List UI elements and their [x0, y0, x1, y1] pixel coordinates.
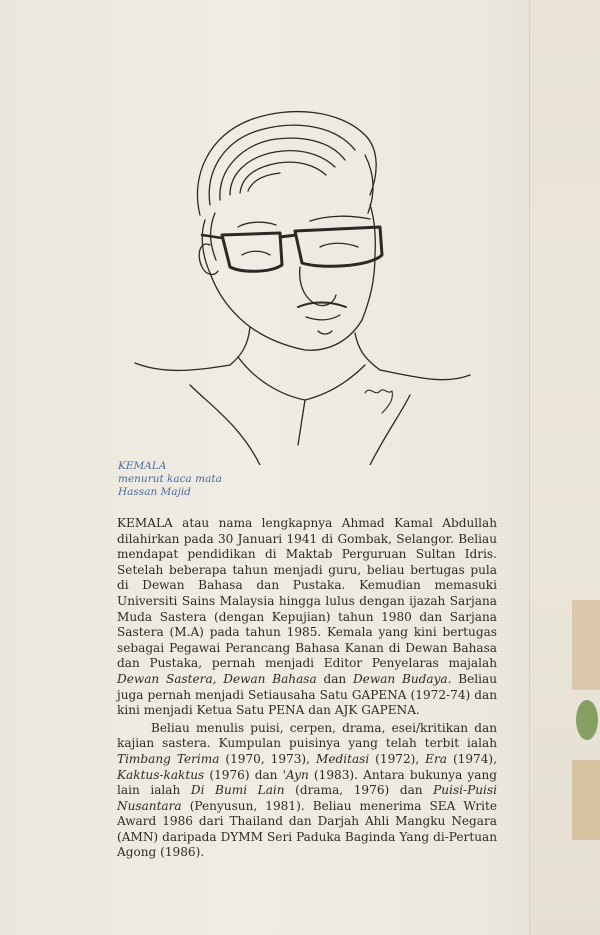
bio-paragraph-2 — [117, 721, 497, 861]
sketch-portrait — [130, 95, 480, 465]
text-run: (1976) dan — [204, 767, 283, 782]
italic-title-run: 'Ayn — [282, 767, 309, 782]
artist-signature-icon — [365, 390, 392, 413]
italic-title-run: Dewan Budaya. — [352, 671, 452, 686]
tape-strip — [572, 600, 600, 690]
italic-title-run: Kaktus-kaktus — [117, 767, 205, 782]
text-run: (Penyusun, 1981). Beliau menerima SEA Write Award 1986 dari Thailand dan Darjah Ahli Mangku Negara (AMN) daripada DYMM Seri Paduka Baginda Yang di-Pertuan Agong (1986). — [117, 798, 497, 860]
text-run: KEMALA atau nama lengkapnya Ahmad Kamal Abdullah dilahirkan pada 30 Januari 1941 di Gombak, Selangor. Beliau mendapat pendidikan di Maktab Perguruan Sultan Idris. Setelah beberapa tahun menjadi guru, beliau bertugas pula di Dewan Bahasa dan Pustaka. Kemudian memasuki Universiti Sains Malaysia hingga lulus dengan ijazah Sarjana Muda Sastera (dengan Kepujian) tahun 1980 dan Sarjana Sastera (M.A) pada tahun 1985. Kemala yang kini bertugas sebagai Pegawai Perancang Bahasa Kanan di Dewan Bahasa dan Pustaka, pernah menjadi Editor Penyelaras majalah — [117, 516, 497, 671]
text-run: Beliau menulis puisi, cerpen, drama, esei/kritikan dan kajian sastera. Kumpulan puisinya yang telah terbit ialah — [117, 720, 497, 751]
italic-title-run: Di Bumi Lain — [190, 783, 285, 798]
text-run: (1983). Antara bukunya yang lain ialah — [117, 767, 497, 798]
text-run: (drama, 1976) dan — [284, 783, 434, 798]
portrait-caption — [118, 460, 318, 499]
text-run: Beliau juga pernah menjadi Setiausaha Satu GAPENA (1972-74) dan kini menjadi Ketua Satu PENA dan AJK GAPENA. — [117, 671, 497, 718]
text-run: dan — [316, 671, 353, 686]
author-biography — [117, 516, 497, 861]
text-run: (1972), — [369, 751, 426, 766]
tape-strip — [572, 760, 600, 840]
bio-paragraph-1 — [117, 516, 497, 719]
adjacent-page-edge — [529, 0, 600, 935]
italic-title-run: Puisi-Puisi Nusantara — [117, 783, 497, 813]
leaf-sticker-icon — [576, 700, 598, 740]
italic-title-run: Era — [425, 751, 447, 766]
italic-title-run: Dewan Sastera, Dewan Bahasa — [117, 671, 317, 686]
caption-line-name: KEMALA — [118, 460, 167, 472]
italic-title-run: Timbang Terima — [117, 751, 220, 766]
caption-line-credit: menurut kaca mata — [118, 473, 222, 485]
text-run: (1970, 1973), — [219, 751, 316, 766]
caption-line-artist: Hassan Majid — [118, 486, 191, 498]
italic-title-run: Meditasi — [315, 751, 370, 766]
text-run: (1974), — [447, 751, 497, 766]
